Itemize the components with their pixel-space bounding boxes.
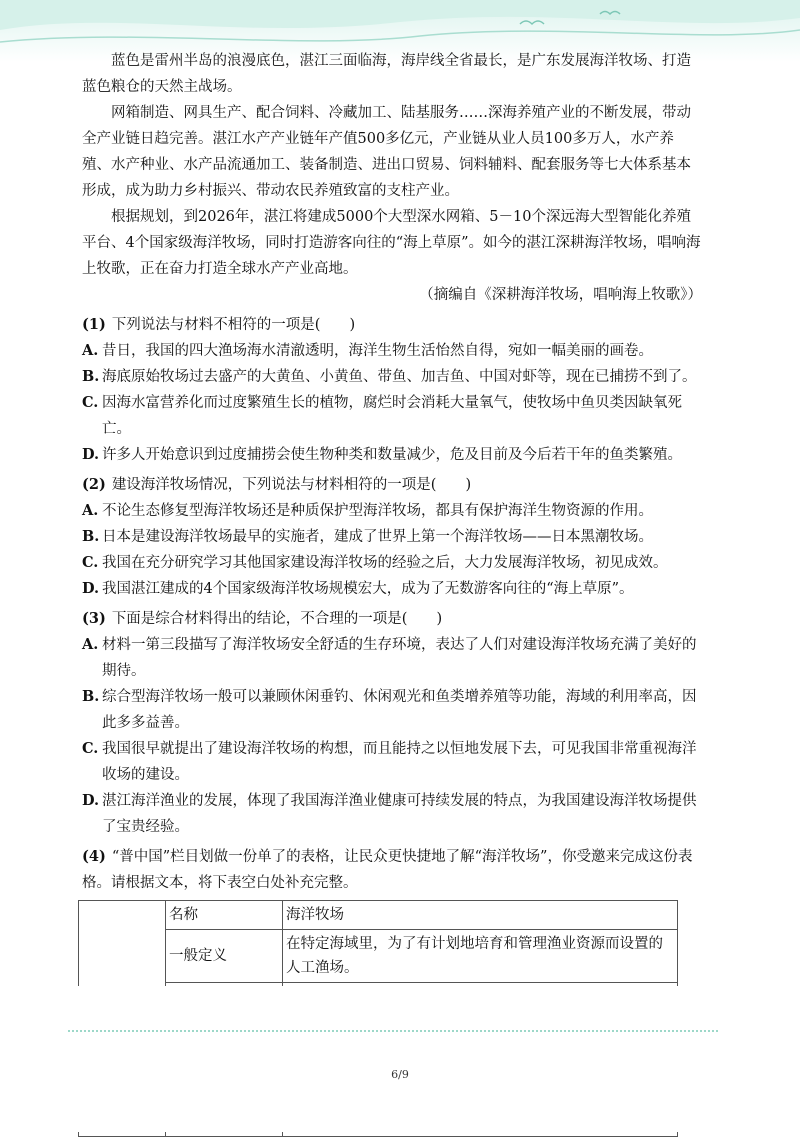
name-value-cell: 海洋牧场: [283, 901, 678, 930]
option-b[interactable]: B. 综合型海洋牧场一般可以兼顾休闲垂钓、休闲观光和鱼类增养殖等功能，海域的利用率高，因此多多益善。: [82, 688, 697, 731]
question-4: [82, 844, 702, 896]
option-c[interactable]: C. 我国在充分研究学习其他国家建设海洋牧场的经验之后，大力发展海洋牧场，初见成效。: [82, 554, 668, 571]
definition-label-cell: 一般定义: [166, 930, 283, 983]
definition-value-cell: 在特定海域里，为了有计划地培育和管理渔业资源而设置的人工渔场。: [283, 930, 678, 983]
option-a[interactable]: A. 昔日，我国的四大渔场海水清澈透明，海洋生物生活怡然自得，宛如一幅美丽的画卷。: [82, 342, 653, 359]
question-number: (3): [82, 610, 106, 627]
question-number: (1): [82, 316, 106, 333]
question-3: [82, 606, 702, 840]
material-source: （摘编自《深耕海洋牧场，唱响海上牧歌》）: [419, 287, 702, 303]
question-stem: 下面是综合材料得出的结论，不合理的一项是( ): [111, 611, 443, 627]
option-b[interactable]: B. 日本是建设海洋牧场最早的实施者，建成了世界上第一个海洋牧场——日本黑潮牧场。: [82, 528, 653, 545]
option-d[interactable]: D. 湛江海洋渔业的发展，体现了我国海洋渔业健康可持续发展的特点，为我国建设海洋牧场提供了宝贵经验。: [82, 792, 697, 835]
name-label-cell: 名称: [166, 901, 283, 930]
question-stem: “普中国”栏目划做一份单了的表格，让民众更快捷地了解“海洋牧场”，你受邀来完成这份表格。请根据文本，将下表空白处补充完整。: [82, 849, 693, 891]
material-paragraph: 蓝色是雷州半岛的浪漫底色，湛江三面临海，海岸线全省最长，是广东发展海洋牧场、打造蓝色粮仓的天然主战场。: [82, 53, 691, 95]
question-number: (2): [82, 476, 106, 493]
material-paragraph: 根据规划，到2026年，湛江将建成5000个大型深水网箱、5－10个深远海大型智能化养殖平台、4个国家级海洋牧场，同时打造游客向往的“海上草原”。如今的湛江深耕海洋牧场，唱响海上牧歌，正在奋力打造全球水产产业高地。: [82, 209, 701, 277]
option-b[interactable]: B. 海底原始牧场过去盛产的大黄鱼、小黄鱼、带鱼、加吉鱼、中国对虾等，现在已捕捞不到了。: [82, 368, 697, 385]
footer-dotted-divider: [68, 1030, 718, 1032]
option-a[interactable]: A. 不论生态修复型海洋牧场还是种质保护型海洋牧场，都具有保护海洋生物资源的作用。: [82, 502, 653, 519]
option-c[interactable]: C. 我国很早就提出了建设海洋牧场的构想，而且能持之以恒地发展下去，可见我国非常重视海洋收场的建设。: [82, 740, 697, 783]
question-number: (4): [82, 848, 106, 865]
option-d[interactable]: D. 许多人开始意识到过度捕捞会使生物种类和数量减少，危及目前及今后若干年的鱼类繁殖。: [82, 446, 682, 463]
question-1: [82, 312, 702, 468]
option-a[interactable]: A. 材料一第三段描写了海洋牧场安全舒适的生存环境，表达了人们对建设海洋牧场充满了美好的期待。: [82, 636, 697, 679]
option-d[interactable]: D. 我国湛江建成的4个国家级海洋牧场规模宏大，成为了无数游客向往的“海上草原”。: [82, 580, 634, 597]
table-row: [79, 930, 678, 983]
page-number: 6/9: [391, 1068, 409, 1081]
question-stem: 下列说法与材料不相符的一项是( ): [111, 317, 356, 333]
page-content: [82, 48, 702, 1137]
question-2: [82, 472, 702, 602]
question-stem: 建设海洋牧场情况，下列说法与材料相符的一项是( ): [111, 477, 472, 493]
material-paragraph: 网箱制造、网具生产、配合饲料、冷藏加工、陆基服务……深海养殖产业的不断发展，带动全产业链日趋完善。湛江水产产业链年产值500多亿元，产业链从业人员100多万人，水产养殖、水产种业、水产品流通加工、装备制造、进出口贸易、饲料辅料、配套服务等七大体系基本形成，成为助力乡村振兴、带动农民养殖致富的支柱产业。: [82, 105, 691, 199]
table-row: [79, 901, 678, 930]
option-c[interactable]: C. 因海水富营养化而过度繁殖生长的植物，腐烂时会消耗大量氧气，使牧场中鱼贝类因缺氧死亡。: [82, 394, 682, 437]
page-bottom-area: [0, 986, 800, 1132]
